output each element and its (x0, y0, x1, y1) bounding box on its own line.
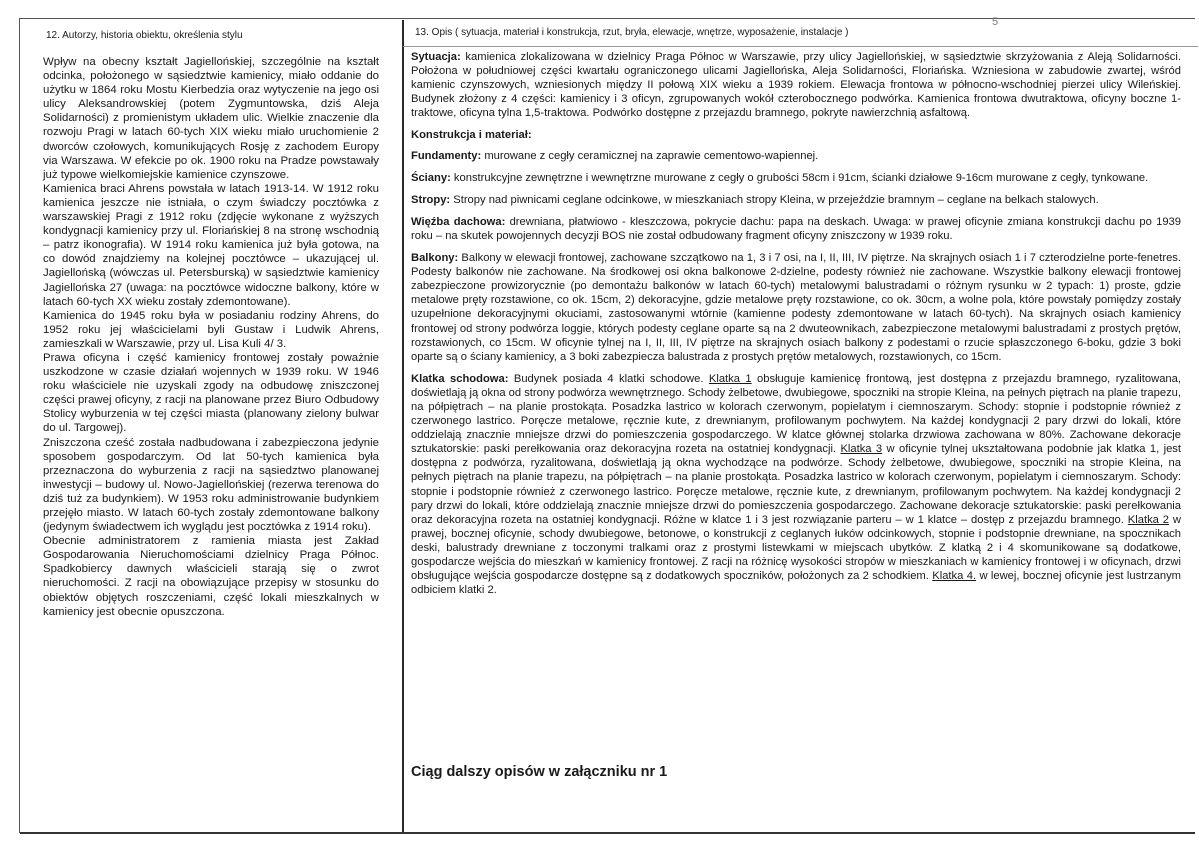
konstrukcja-heading-paragraph (411, 128, 1181, 142)
section-12-header: 12. Autorzy, historia obiektu, określenia stylu (46, 30, 243, 41)
history-paragraph: Kamienica braci Ahrens powstała w latach 1913-14. W 1912 roku kamienica jeszcze nie istniała, o czym świadczy pocztówka z warszawskiej Pragi z 1912 roku (zdjęcie wykonane z wyższych kondygnacji kamienicy przy ul. Floriańskiej 8 na stronę wschodnią – patrz ikonografia). W 1914 roku kamienica już była gotowa, na co dowód znajdziemy na kolejnej pocztówce – ukazującej ul. Jagiellońską (wówczas ul. Petersburską) w sąsiedztwie kamienicy Jagiellońska 27 (uwaga: na pocztówce widoczne balkony, które w latach 60-tych XX wieku zostały zdemontowane). (43, 182, 379, 308)
stropy-text: Stropy nad piwnicami ceglane odcinkowe, w mieszkaniach stropy Kleina, w przejeździe bramnym – ceglane na belkach stalowych. (450, 193, 1099, 206)
klatka-text: Budynek posiada 4 klatki schodowe. (508, 372, 709, 385)
sytuacja-text: kamienica zlokalizowana w dzielnicy Praga Północ w Warszawie, przy ulicy Jagiellońskiej, w sąsiedztwie skrzyżowania z Aleją Solidarności. Położona w południowej części kwartału ograniczonego ulicami Jagiellońska, Aleja Solidarności, Floriańska. Wzniesiona w zabudowie zwartej, wśród kamienic czynszowych, wzniesionych między II połową XIX wieku a 1939 rokiem. Elewacja frontowa w północno-wschodniej pierzei ulicy Wileńskiej. Budynek złożony z 4 części: kamienicy i 3 oficyn, zgrupowanych wokół czterobocznego podwórka. Kamienica frontowa dwutraktowa, oficyny boczne 1-traktowe, oficyna tylna 1,5-traktowa. Podwórko dostępne z przejazdu bramnego, pokryte nawierzchnią asfaltową. (411, 51, 1181, 120)
bottom-border (20, 832, 1195, 834)
top-border (20, 18, 1195, 19)
klatka-2-ref: Klatka 2 (1127, 513, 1170, 526)
sciany-text: konstrukcyjne zewnętrzne i wewnętrzne murowane z cegły o grubości 58cm i 91cm, ścianki działowe 9-16cm murowane z cegły, tynkowane. (450, 171, 1149, 184)
klatka-label: Klatka schodowa: (411, 372, 509, 385)
description-column (411, 50, 1181, 605)
history-paragraph: Obecnie administratorem z ramienia miasta jest Zakład Gospodarowania Nieruchomościami dzielnicy Praga Północ. Spadkobiercy dawnych właścicieli starają się o zwrot nieruchomości. Z racji na obowiązujące przepisy w stosunku do obiektów objętych roszczeniami, część lokali mieszkalnych w kamienicy jest obecnie opuszczona. (43, 535, 379, 618)
history-paragraph: Kamienica do 1945 roku była w posiadaniu rodziny Ahrens, do 1952 roku jej właścicielami byli Gustaw i Ludwik Ahrens, zamieszkali w Warszawie, przy ul. Lisa Kuli 4/ 3. (43, 309, 379, 350)
klatka-3-ref: Klatka 3 (840, 443, 883, 456)
fundamenty-paragraph (411, 149, 1181, 163)
fundamenty-label: Fundamenty: (411, 149, 482, 162)
klatka-4-ref: Klatka 4. (932, 570, 977, 583)
balkony-text: Balkony w elewacji frontowej, zachowane szczątkowo na 1, 3 i 7 osi, na I, II, III, IV piętrze. Na skrajnych osiach 1 i 7 czterodzielne porte-fenetres. Podesty balkonów nie zachowane. Na środkowej osi okna balkonowe 2-dzielne, podesty również nie zachowane. Wszystkie balkony elewacji frontowej zabezpieczone prowizorycznie (po demontażu balkonów w latach 60-tych) metalowymi balustradami o różnym rysunku w 2 typach: 1) proste, gdzie metalowe pręty rozstawione, co ok. 15cm, 2) dekoracyjne, gdzie metalowe pręty rozstawione, co ok. 30cm, a wolne pola, które powstały pomiędzy zostały uzupełnione dekoracyjnymi okuciami, zastosowanymi wtórnie (kamienne podesty zdemontowane w latach 60-tych). Na skrajnych osiach kamienicy frontowej od strony podwórza loggie, których podesty ceglane oparte są na 2 dwuteownikach, zabezpieczone metalowymi balustradami z prostych prętów, rozstawionych, co 15cm. W oficynie tylnej na I, II, III, IV piętrze na skrajnych osiach balkony z podestami o rzucie spłaszczonego 6-boku, gdzie 3 boki oparte są o ściany kamienicy, a 3 boki zabezpiecza balustrada z prostych prętów metalowych, rozstawionych, co 15cm. (411, 252, 1181, 363)
klatka-text: obsługuje kamienicę frontową, jest dostępna z przejazdu bramnego, ryzalitowana, doświetlają ją okna od strony podwórza wewnętrznego. Schody żelbetowe, dwubiegowe, spoczniki na stropie Kleina, na pełnych piętrach na planie trapezu, na półpiętrach – na planie prostokąta. Posadzka lastrico w kolorach czerwonym, popielatym i ciemnoszarym. Schody: stopnie i podstopnie również z czerwonego lastrico. Poręcze metalowe, ręcznie kute, z drewnianym, profilowanym pochwytem. Na każdej kondygnacji 2 pary drzwi do lokali, które oddzielają znacznie mniejsze drzwi do pomieszczenia gospodarczego. W klatce głównej stolarka drzwiowa zachowana w 80%. Zachowane dekoracje sztukatorskie: paski perełkowania oraz dekoracyjna rozeta na ostatniej kondygnacji. (411, 372, 1181, 456)
stropy-paragraph (411, 193, 1181, 207)
history-column (43, 55, 379, 619)
klatka-text: w lewej, bocznej oficynie jest lustrzanym odbiciem klatki 2. (411, 570, 1181, 597)
history-paragraph: Zniszczona cześć została nadbudowana i zabezpieczona jedynie sposobem gospodarczym. Od lat 50-tych kamienica była przeznaczona do wyburzenia z racji na sąsiedztwo planowanej inwestycji – budowy ul. Nowo-Jagiellońskiej (rezerwa terenowa do dziś tuż za budynkiem). W 1953 roku administrowanie budynkiem przejęło miasto. W latach 60-tych zostały zdemontowane balkony (jedynym świadectwem ich wyglądu jest pocztówka z 1914 roku). (43, 436, 379, 534)
continuation-note: Ciąg dalszy opisów w załączniku nr 1 (411, 764, 668, 780)
column-divider (402, 20, 404, 832)
history-paragraph: Prawa oficyna i część kamienicy frontowej zostały poważnie uszkodzone w czasie działań wojennych w 1939 roku. W 1946 roku właściciele nie uzyskali zgody na odbudowę zniszczonej części prawej oficyny, z racji na planowane przez Biuro Odbudowy Stolicy wyburzenia w tej części miasta (planowany zielony bulwar do ul. Targowej). (43, 351, 379, 435)
sytuacja-label: Sytuacja: (411, 51, 461, 63)
fundamenty-text: murowane z cegły ceramicznej na zaprawie cementowo-wapiennej. (481, 149, 819, 162)
handwritten-mark: 5 (992, 16, 999, 28)
wiezba-text: drewniana, płatwiowo - kleszczowa, pokrycie dachu: papa na deskach. Uwaga: w prawej oficynie zmiana konstrukcji dachu po 1939 roku – na skutek powojennych decyzji BOS nie został odbudowany fragment oficyny zniszczony w 1939 roku. (411, 215, 1181, 242)
sciany-label: Ściany: (411, 171, 451, 184)
stropy-label: Stropy: (411, 193, 451, 206)
section-13-header: 13. Opis ( sytuacja, materiał i konstrukcja, rzut, bryła, elewacje, wnętrze, wyposażenie, instalacje ) (415, 27, 849, 38)
balkony-label: Balkony: (411, 252, 459, 265)
left-border (19, 18, 20, 833)
klatka-text: w oficynie tylnej ukształtowana podobnie jak klatka 1, jest dostępna z podwórza, ryzalitowana, doświetlają ją okna wychodzące na podwórze. Schody żelbetowe, dwubiegowe, spoczniki na stropie Kleina, na pełnych piętrach na planie trapezu, na półpiętrach – na planie prostokąta. Posadzka lastrico w kolorach czerwonym, popielatym i ciemnoszarym. Schody: stopnie i podstopnie również z czerwonego lastrico. Poręcze metalowe, ręcznie kute, z drewnianym, profilowanym pochwytem. Na każdej kondygnacji 2 pary drzwi do lokali, które oddzielają znacznie mniejsze drzwi do pomieszczenia gospodarczego. Zachowane dekoracje sztukatorskie: paski perełkowania oraz dekoracyjna rozeta na ostatniej kondygnacji. Różne w klatce 1 i 3 jest rozwiązanie parteru – w 1 klatce – dostęp z przejazdu bramnego. (411, 443, 1181, 526)
klatka-paragraph (411, 372, 1181, 598)
header-divider (403, 46, 1198, 47)
history-paragraph: Wpływ na obecny kształt Jagiellońskiej, szczególnie na kształt odcinka, położonego w sąsiedztwie kamienicy, miało oddanie do użytku w 1864 roku Mostu Kierbedzia oraz wytyczenie na jego osi ulicy Aleksandrowskiej (potem Zygmuntowska, dziś Aleja Solidarności) z promienistym układem ulic. Wielkie znaczenie dla rozwoju Pragi w latach 60-tych XIX wieku miało uruchomienie 2 dworców czołowych, komunikujących Rosję z zachodem Europy via Warszawa. W efekcie po ok. 1900 roku na Pradze powstawały już typowe wielkomiejskie kamienice czynszowe. (43, 56, 379, 181)
sytuacja-paragraph (411, 50, 1181, 120)
balkony-paragraph (411, 251, 1181, 364)
wiezba-label: Więźba dachowa: (411, 215, 506, 228)
konstrukcja-heading: Konstrukcja i materiał: (411, 129, 532, 142)
klatka-text: w prawej, bocznej oficynie, schody dwubiegowe, betonowe, o konstrukcji z ceglanych łuków odcinkowych, stopnie i podstopnie drewniane, na spocznikach deski, balustrady drewniane z toczonymi tralkami oraz z prostymi listewkami w miejscach ubytków. Z klatką 2 i 4 skomunikowane są dodatkowe, gospodarcze wejścia do mieszkań w kamienicy frontowej. Z racji na różnicę wysokości stropów w mieszkaniach w kamienicy frontowej i w oficynach, drzwi obsługujące wejścia gospodarcze dostępne są z dodatkowych spoczników, położonych za 2 schodkiem. (411, 513, 1181, 583)
klatka-1-ref: Klatka 1 (708, 372, 752, 385)
wiezba-paragraph (411, 215, 1181, 243)
sciany-paragraph (411, 171, 1181, 185)
